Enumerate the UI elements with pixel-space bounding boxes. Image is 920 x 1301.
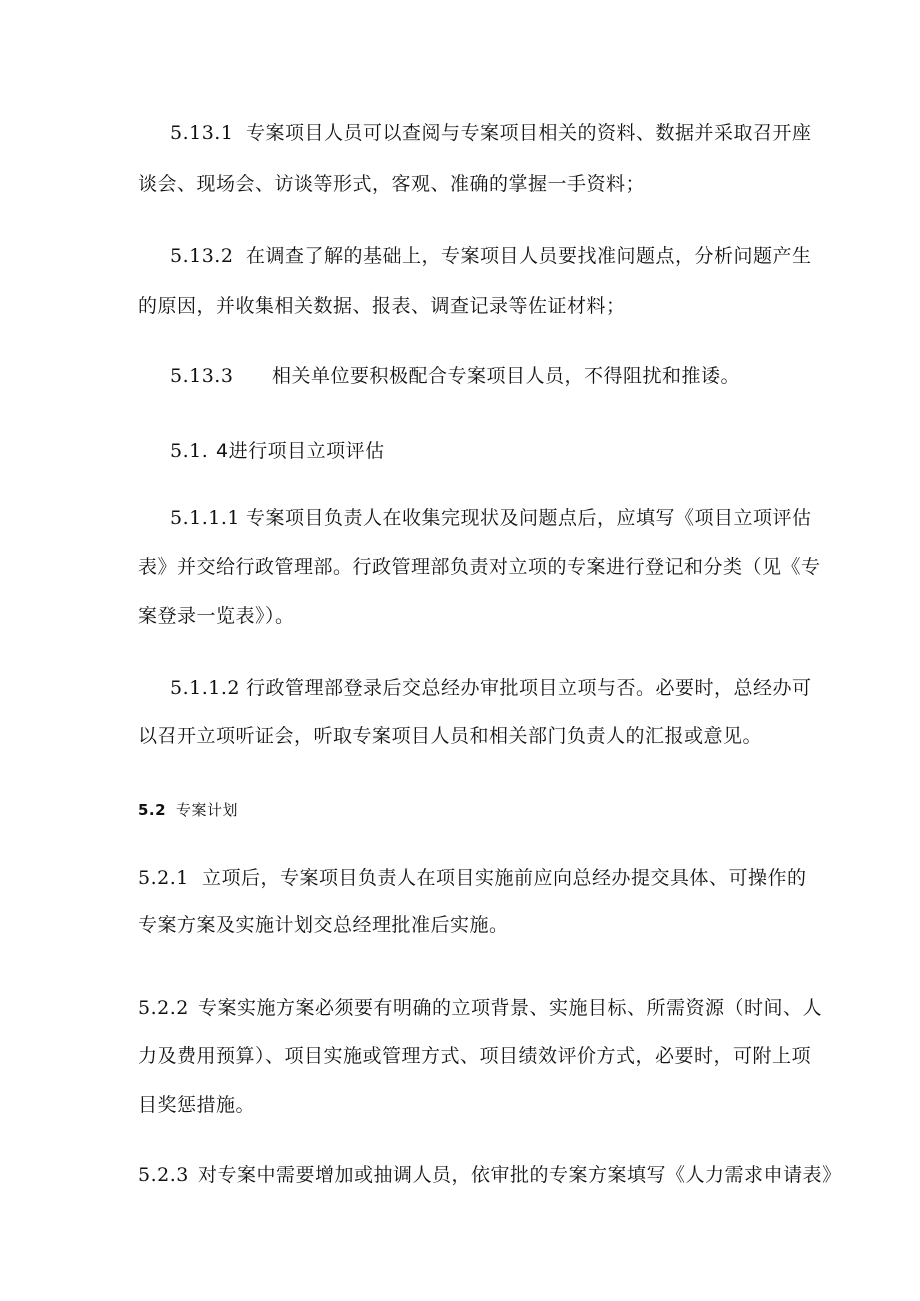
clause-text: 专案实施方案必须要有明确的立项背景、实施目标、所需资源（时间、人 [198, 997, 823, 1019]
paragraph-5-13-2-line-2: 的原因，并收集相关数据、报表、调查记录等佐证材料； [138, 295, 626, 317]
clause-text: 在调查了解的基础上，专案项目人员要找准问题点，分析问题产生 [246, 245, 812, 267]
clause-number: 5.1.1.1 [170, 507, 240, 529]
section-title: 专案计划 [176, 801, 239, 819]
clause-text: 行政管理部登录后交总经办审批项目立项与否。必要时，总经办可 [246, 677, 812, 699]
paragraph-5-2-1-line-2: 专案方案及实施计划交总经理批准后实施。 [138, 914, 509, 936]
paragraph-5-1-1-1-line-2: 表》并交给行政管理部。行政管理部负责对立项的专案进行登记和分类（见《专 [138, 556, 821, 578]
paragraph-5-2-3-line-1 [138, 1163, 842, 1187]
paragraph-5-2-1-line-1 [138, 866, 807, 890]
paragraph-5-13-1-line-2: 谈会、现场会、访谈等形式，客观、准确的掌握一手资料； [138, 173, 646, 195]
clause-number: 5.1.1.2 [170, 677, 240, 699]
clause-text: 专案项目负责人在收集完现状及问题点后，应填写《项目立项评估 [246, 507, 812, 529]
paragraph-5-13-2-line-1 [170, 244, 812, 268]
paragraph-5-2-2-line-1 [138, 996, 822, 1020]
clause-number: 5.2.1 [138, 867, 189, 889]
clause-number: 5.13.2 [170, 245, 234, 267]
section-heading-5-2 [138, 798, 238, 822]
clause-number: 5.13.3 [170, 365, 234, 387]
paragraph-5-1-1-2-line-2: 以召开立项听证会，听取专案项目人员和相关部门负责人的汇报或意见。 [138, 725, 763, 747]
paragraph-5-1-1-1-line-1 [170, 506, 812, 530]
clause-number: 5.2.3 [138, 1164, 189, 1186]
clause-text: 立项后，专案项目负责人在项目实施前应向总经办提交具体、可操作的 [202, 867, 807, 889]
paragraph-5-13-3-line-1 [170, 364, 740, 388]
clause-text: 4进行项目立项评估 [216, 440, 385, 462]
clause-text: 相关单位要积极配合专案项目人员，不得阻扰和推诿。 [272, 365, 741, 387]
paragraph-5-1-1-1-line-3: 案登录一览表》）。 [138, 605, 295, 627]
clause-number: 5.1. [170, 440, 209, 462]
paragraph-5-2-2-line-2: 力及费用预算）、项目实施或管理方式、项目绩效评价方式，必要时，可附上项 [138, 1045, 812, 1067]
section-number: 5.2 [138, 801, 167, 819]
clause-text: 专案项目人员可以查阅与专案项目相关的资料、数据并采取召开座 [246, 122, 812, 144]
paragraph-5-1-1-2-line-1 [170, 676, 812, 700]
paragraph-5-1-4-line-1 [170, 439, 385, 463]
clause-text: 对专案中需要增加或抽调人员，依审批的专案方案填写《人力需求申请表》 [198, 1164, 842, 1186]
clause-number: 5.2.2 [138, 997, 189, 1019]
paragraph-5-2-2-line-3: 目奖惩措施。 [138, 1094, 256, 1116]
paragraph-5-13-1-line-1 [170, 121, 812, 145]
clause-number: 5.13.1 [170, 122, 234, 144]
